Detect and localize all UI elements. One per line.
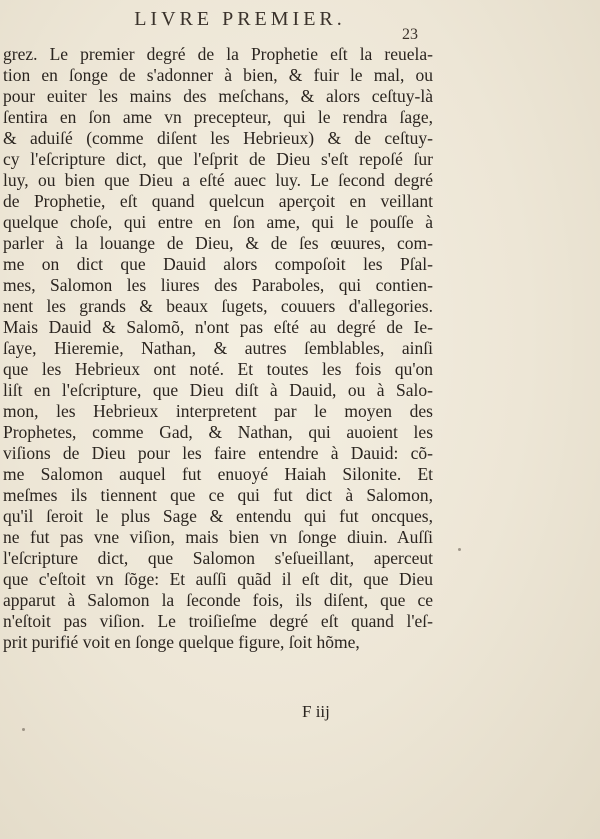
text-line: ſentira en ſon ame vn precepteur, qui le rendra ſage, <box>3 107 433 127</box>
text-line: meſmes ils tiennent que ce qui fut dict à Salomon, <box>3 485 433 505</box>
text-line: n'eſtoit pas viſion. Le troiſieſme degré eſt quand l'eſ- <box>3 611 433 631</box>
text-line: liſt en l'eſcripture, que Dieu diſt à Dauid, ou à Salo- <box>3 380 433 400</box>
text-line: luy, ou bien que Dieu a eſté auec luy. Le ſecond degré <box>3 170 433 190</box>
paper-speck <box>22 728 25 731</box>
text-line: ne fut pas vne viſion, mais bien vn ſonge diuin. Auſſi <box>3 527 433 547</box>
text-line: quelque choſe, qui entre en ſon ame, qui le pouſſe à <box>3 212 433 232</box>
text-line: me Salomon auquel fut enuoyé Haiah Silonite. Et <box>3 464 433 484</box>
text-line: pour euiter les mains des meſchans, & alors ceſtuy-là <box>3 86 433 106</box>
text-line: grez. Le premier degré de la Prophetie eſt la reuela- <box>3 44 433 64</box>
text-line: qu'il ſeroit le plus Sage & entendu qui fut oncques, <box>3 506 433 526</box>
text-line: mon, les Hebrieux interpretent par le moyen des <box>3 401 433 421</box>
text-line: apparut à Salomon la ſeconde fois, ils diſent, que ce <box>3 590 433 610</box>
text-line: & aduiſé (comme diſent les Hebrieux) & de ceſtuy- <box>3 128 433 148</box>
text-line: mes, Salomon les liures des Paraboles, qui contien- <box>3 275 433 295</box>
text-line: prit purifié voit en ſonge quelque figure, ſoit hõme, <box>3 632 360 652</box>
text-line: parler à la louange de Dieu, & de ſes œuures, com- <box>3 233 433 253</box>
text-line: l'eſcripture dict, que Salomon s'eſueillant, aperceut <box>3 548 433 568</box>
body-text <box>3 44 433 653</box>
text-line: que les Hebrieux ont noté. Et toutes les fois qu'on <box>3 359 433 379</box>
text-line: de Prophetie, eſt quand quelcun aperçoit en veillant <box>3 191 433 211</box>
signature-mark: F iij <box>302 702 330 721</box>
text-line: viſions de Dieu pour les faire entendre à Dauid: cõ- <box>3 443 433 463</box>
text-line: nent les grands & beaux ſugets, couuers d'allegories. <box>3 296 433 316</box>
text-line: Prophetes, comme Gad, & Nathan, qui auoient les <box>3 422 433 442</box>
text-line: me on dict que Dauid alors compoſoit les Pſal- <box>3 254 433 274</box>
page-number: 23 <box>402 26 418 43</box>
text-line: cy l'eſcripture dict, que l'eſprit de Dieu s'eſt repoſé ſur <box>3 149 433 169</box>
running-head: LIVRE PREMIER. <box>134 8 346 30</box>
text-line: que c'eſtoit vn ſõge: Et auſſi quãd il eſt dit, que Dieu <box>3 569 433 589</box>
text-line: ſaye, Hieremie, Nathan, & autres ſemblables, ainſi <box>3 338 433 358</box>
text-line: Mais Dauid & Salomõ, n'ont pas eſté au degré de Ie- <box>3 317 433 337</box>
paper-speck <box>458 548 461 551</box>
text-line: tion en ſonge de s'adonner à bien, & fuir le mal, ou <box>3 65 433 85</box>
